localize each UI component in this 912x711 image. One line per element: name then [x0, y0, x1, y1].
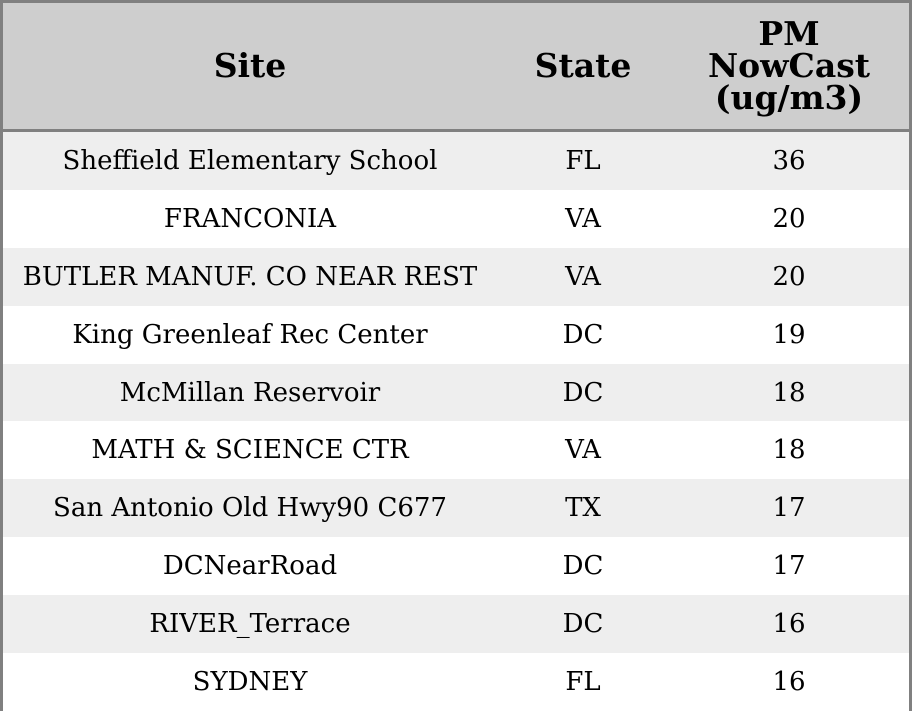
site-cell: SYDNEY — [192, 666, 308, 697]
site-cell: MATH & SCIENCE CTR — [91, 435, 409, 466]
table-row — [3, 479, 909, 537]
state-cell: VA — [565, 435, 601, 466]
table-body — [3, 132, 909, 711]
state-cell: TX — [565, 493, 601, 524]
site-cell: Sheffield Elementary School — [62, 145, 438, 176]
state-cell: VA — [565, 261, 601, 292]
table-row — [3, 537, 909, 595]
table-row — [3, 306, 909, 364]
pm-value-cell: 17 — [772, 551, 806, 582]
table-row — [3, 421, 909, 479]
state-cell: FL — [565, 145, 601, 176]
state-cell: FL — [565, 666, 601, 697]
column-header-site: Site — [213, 46, 287, 85]
pm-value-cell: 16 — [772, 666, 806, 697]
state-cell: VA — [565, 203, 601, 234]
pm-value-cell: 19 — [772, 319, 806, 350]
table-row — [3, 595, 909, 653]
column-header-pm-nowcast: PM NowCast (ug/m3) — [707, 14, 871, 117]
pm-value-cell: 18 — [772, 435, 806, 466]
column-header-state: State — [534, 46, 632, 85]
table-row — [3, 190, 909, 248]
pm-value-cell: 36 — [772, 145, 806, 176]
table-row — [3, 248, 909, 306]
site-cell: King Greenleaf Rec Center — [72, 319, 428, 350]
site-cell: McMillan Reservoir — [119, 377, 381, 408]
table-row — [3, 364, 909, 422]
site-cell: San Antonio Old Hwy90 C677 — [53, 493, 447, 524]
state-cell: DC — [562, 377, 604, 408]
site-cell: BUTLER MANUF. CO NEAR REST — [22, 261, 478, 292]
pm-value-cell: 16 — [772, 609, 806, 640]
site-cell: FRANCONIA — [163, 203, 337, 234]
state-cell: DC — [562, 319, 604, 350]
pm-value-cell: 20 — [772, 261, 806, 292]
state-cell: DC — [562, 551, 604, 582]
table-row — [3, 653, 909, 711]
state-cell: DC — [562, 609, 604, 640]
table-header-row — [3, 3, 909, 132]
pm-value-cell: 20 — [772, 203, 806, 234]
site-cell: DCNearRoad — [162, 551, 338, 582]
pm-value-cell: 17 — [772, 493, 806, 524]
site-cell: RIVER_Terrace — [149, 609, 351, 640]
table-row — [3, 132, 909, 190]
pm-value-cell: 18 — [772, 377, 806, 408]
